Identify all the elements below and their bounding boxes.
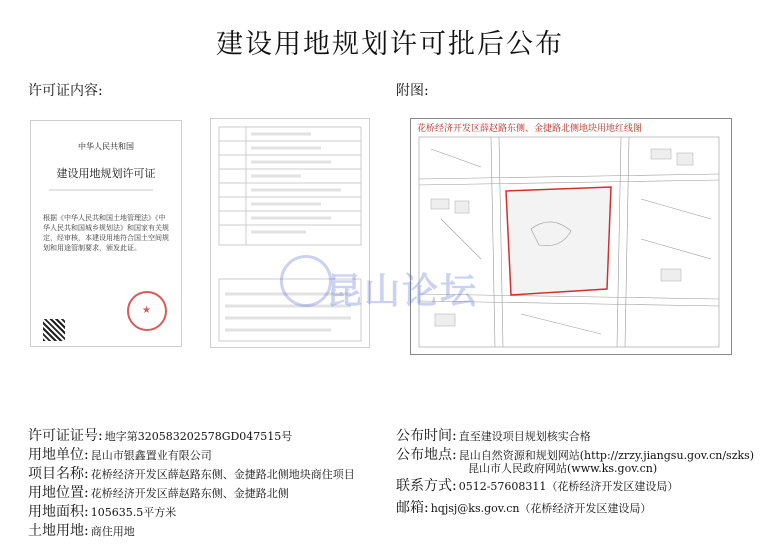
page-title: 建设用地规划许可批后公布 [216, 29, 564, 60]
attachment-label: 附图: [396, 83, 429, 99]
land-use-row: 土地用地: 商住用地 [28, 523, 135, 539]
land-location: 花桥经济开发区薛赵路东侧、金捷路北侧 [90, 487, 289, 500]
official-seal: ★ [127, 291, 167, 331]
nr-website[interactable]: 昆山自然资源和规划网站(http://zrzy.jiangsu.gov.cn/szks) [458, 449, 755, 462]
land-user-row: 用地单位: 昆山市银鑫置业有限公司 [28, 447, 212, 463]
certificate-body: 根据《中华人民共和国土地管理法》《中华人民共和国城乡规划法》和国家有关规定，经审核，本建设用地符合国土空间规划和用途管制要求，颁发此证。 [43, 214, 169, 252]
map-drawing [411, 119, 731, 354]
watermark-text: 昆山论坛 [326, 271, 479, 312]
site-redline-map [410, 118, 732, 355]
publish-place-row: 公布地点: 昆山自然资源和规划网站(http://zrzy.jiangsu.gov.cn/szks) [396, 447, 755, 463]
contact-phone: 0512-57608311（花桥经济开发区建设局） [458, 480, 679, 493]
project-name-row: 项目名称: 花桥经济开发区薛赵路东侧、金捷路北侧地块商住项目 [28, 466, 355, 482]
permit-number-row: 许可证证号: 地字第320583202578GD047515号 [28, 428, 293, 444]
qr-code [43, 319, 65, 341]
site-boundary [506, 187, 611, 295]
publish-place-row-2 [466, 460, 657, 476]
certificate-country: 中华人民共和国 [78, 142, 134, 151]
certificate-name: 建设用地规划许可证 [56, 167, 156, 180]
land-use: 商住用地 [90, 525, 135, 538]
land-location-row: 用地位置: 花桥经济开发区薛赵路东侧、金捷路北侧 [28, 485, 289, 501]
land-area-row: 用地面积: 105635.5平方米 [28, 504, 177, 520]
permit-number: 地字第320583202578GD047515号 [104, 430, 293, 443]
contact-email[interactable]: hqjsj@ks.gov.cn（花桥经济开发区建设局） [430, 502, 652, 515]
land-area: 105635.5平方米 [90, 506, 177, 519]
land-user: 昆山市银鑫置业有限公司 [90, 449, 212, 462]
watermark-emblem [280, 255, 332, 307]
permit-certificate-front [30, 120, 182, 347]
map-title: 花桥经济开发区薛赵路东侧、金捷路北侧地块用地红线图 [417, 124, 643, 134]
gov-website[interactable]: 昆山市人民政府网站(www.ks.gov.cn) [468, 462, 658, 475]
email-row: 邮箱: hqjsj@ks.gov.cn（花桥经济开发区建设局） [396, 500, 652, 516]
publish-time-row: 公布时间: 直至建设项目规划核实合格 [396, 428, 591, 444]
permit-content-label: 许可证内容: [28, 83, 103, 99]
contact-row: 联系方式: 0512-57608311（花桥经济开发区建设局） [396, 478, 679, 494]
project-name: 花桥经济开发区薛赵路东侧、金捷路北侧地块商住项目 [90, 468, 355, 481]
